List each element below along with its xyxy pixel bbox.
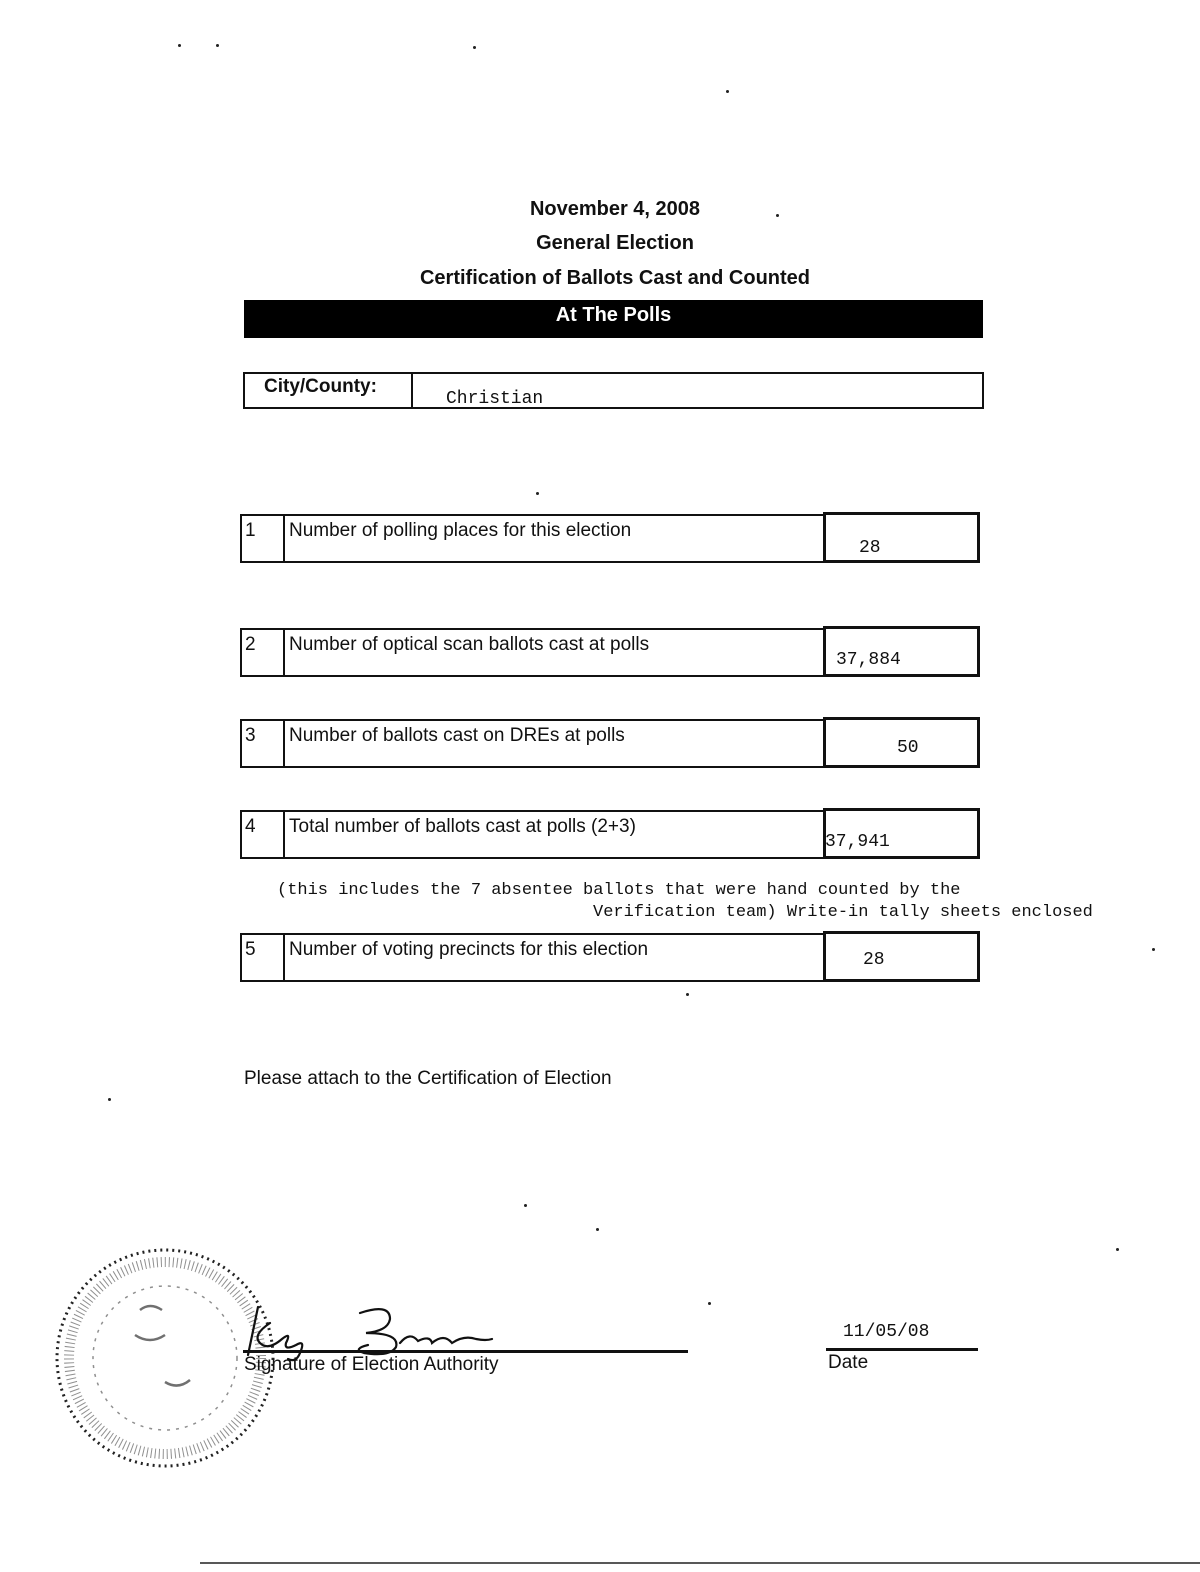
- election-date: November 4, 2008: [529, 198, 701, 220]
- signature-date-value: 11/05/08: [843, 1322, 930, 1342]
- row-number: 1: [240, 514, 285, 563]
- scan-speck: [178, 44, 181, 47]
- row-number: 2: [240, 628, 285, 677]
- section-banner: At The Polls: [244, 300, 983, 338]
- scan-speck: [536, 492, 539, 495]
- value-box: [823, 512, 980, 563]
- row-number: 4: [240, 810, 285, 859]
- scan-edge: [200, 1562, 1200, 1564]
- row-total-ballots: [240, 810, 982, 859]
- row-label: Number of optical scan ballots cast at polls: [289, 634, 650, 655]
- row-value: 28: [859, 538, 881, 558]
- row-label: Number of ballots cast on DREs at polls: [289, 725, 625, 746]
- row-dre-ballots: [240, 719, 982, 768]
- value-box: [823, 931, 980, 982]
- signature-line: [243, 1350, 688, 1353]
- scan-speck: [473, 46, 476, 49]
- scan-speck: [596, 1228, 599, 1231]
- document-title: Certification of Ballots Cast and Counted: [419, 267, 811, 289]
- scan-speck: [1116, 1248, 1119, 1251]
- row-polling-places: [240, 514, 982, 563]
- date-line: [826, 1348, 978, 1351]
- absentee-note-line2: Verification team) Write-in tally sheets enclosed: [593, 903, 1093, 922]
- scan-speck: [216, 44, 219, 47]
- row-label: Total number of ballots cast at polls (2+3): [289, 816, 636, 837]
- row-value: 28: [863, 950, 885, 970]
- date-label: Date: [828, 1352, 869, 1373]
- election-type: General Election: [536, 232, 694, 254]
- absentee-note-line1: (this includes the 7 absentee ballots that were hand counted by the: [277, 881, 961, 900]
- scan-speck: [776, 214, 779, 217]
- row-label: Number of voting precincts for this election: [289, 939, 649, 960]
- scan-speck: [1152, 948, 1155, 951]
- scan-speck: [708, 1302, 711, 1305]
- locality-label: City/County:: [264, 376, 377, 397]
- row-number: 3: [240, 719, 285, 768]
- row-value: 37,884: [836, 650, 901, 670]
- row-label: Number of polling places for this election: [289, 520, 632, 541]
- attach-instruction: Please attach to the Certification of Election: [244, 1068, 612, 1089]
- row-value: 50: [897, 738, 919, 758]
- row-number: 5: [240, 933, 285, 982]
- row-value: 37,941: [825, 832, 890, 852]
- row-voting-precincts: [240, 933, 982, 982]
- scan-speck: [726, 90, 729, 93]
- scan-speck: [108, 1098, 111, 1101]
- scan-speck: [524, 1204, 527, 1207]
- row-optical-scan: [240, 628, 982, 677]
- locality-value: Christian: [446, 389, 544, 409]
- scan-speck: [686, 993, 689, 996]
- locality-divider: [411, 374, 413, 409]
- signature-label: Signature of Election Authority: [244, 1354, 499, 1375]
